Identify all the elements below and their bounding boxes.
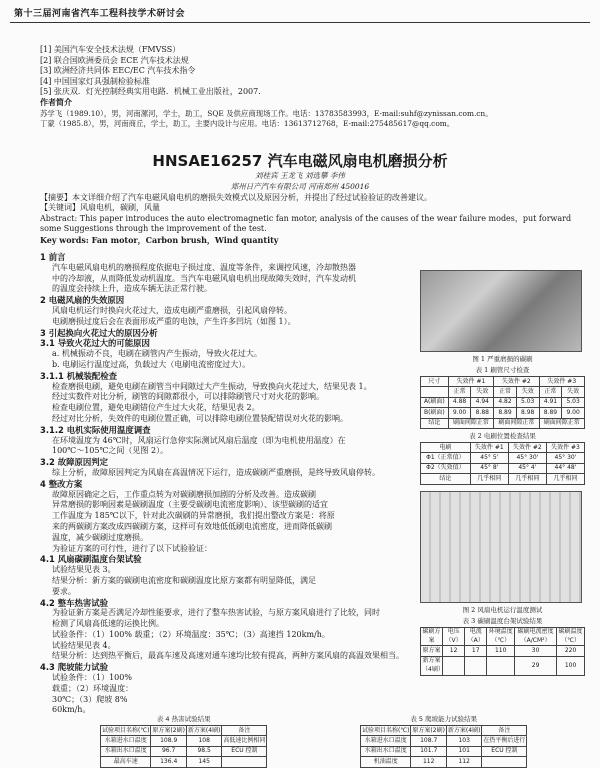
running-header: 第十三届河南省汽车工程科技学术研讨会	[14, 9, 186, 19]
table-4-caption: 表 4 热害试验结果	[156, 715, 211, 723]
author-intro-label: 作者简介	[40, 97, 72, 107]
authors: 刘桂宾 王龙飞 刘选攀 李伟	[255, 171, 345, 180]
table-cell: 正常	[539, 387, 562, 397]
body-paragraph: 工作温度为 185℃以下，针对此次碳刷的异常磨损，我们提出整改方案是：将原	[52, 511, 335, 521]
table-cell: 正常	[448, 387, 471, 397]
table-cell: Φ2（失效值）	[421, 463, 471, 473]
table-cell: 试验项目名称(℃)	[361, 726, 411, 736]
table-2	[420, 442, 585, 485]
section-heading: 1 前言	[40, 252, 66, 262]
body-paragraph: 在环境温度为 46℃时，风扇运行急停实际测试风扇后温度（即为电机使用温度）在	[52, 435, 346, 445]
table-cell: 30	[515, 646, 557, 656]
body-paragraph: 综上分析，故障原因判定为风扇在高温情况下运行，造成碳刷严重磨损，是终导致风扇停转。	[52, 467, 380, 477]
table-cell	[482, 757, 527, 767]
table-cell	[421, 387, 449, 397]
abstract	[40, 193, 580, 245]
table-2-caption: 表 2 电刷位置检查结果	[469, 432, 536, 441]
paper-title: HNSAE16257 汽车电磁风扇电机磨损分析	[152, 152, 448, 170]
table-cell: 4.88	[448, 397, 471, 407]
table-cell: 结论	[421, 418, 449, 428]
keywords-cn: 【关键词】风扇电机，碳刷，风量	[40, 203, 160, 213]
reference-item: [3] 欧洲经济共同体 EEC/EC 汽车技术指令	[40, 66, 196, 76]
table-cell: 失效件 #1	[470, 443, 508, 453]
table-cell: 原方案(2刷)	[151, 726, 187, 736]
author-intro-line: 丁蒙（1985.8），男，河南商丘，学士，助工，主要内设计与应用。电话：13613712768，E-mail:275485617@qq.com。	[40, 119, 455, 129]
section-heading: 4 整改方案	[40, 478, 83, 489]
table-5-caption: 表 5 爬坡能力试验结果	[410, 715, 478, 723]
section-heading: 4.1 风扇碳刷温度台架试验	[40, 554, 142, 565]
table-cell: 正常	[494, 387, 517, 397]
body-paragraph: 中的冷却液，从而降低发动机温度。当汽车电磁风扇电机出现故障失效时，汽车发动机	[52, 273, 356, 283]
reference-item: [4] 中国国家灯具强制检验标准	[40, 76, 150, 86]
abstract-en: Abstract: This paper introduces the auto electromagnetic fan motor, analysis of the causes of the wear failure modes，put forward some Suggestions through the improvement of the test.	[40, 213, 572, 234]
table-cell: 刷面间隙正常	[448, 418, 493, 428]
table-cell: 8.89	[539, 408, 562, 418]
figure-1-caption: 图 1 严重磨损的碳刷	[472, 355, 533, 363]
body-paragraph: 风扇电机运行时换向火花过大，造成电刷严重磨损，引起风扇停转。	[52, 305, 292, 315]
table-cell: 原方案(2刷)	[411, 726, 447, 736]
table-cell: 136.4	[151, 757, 187, 767]
table-5	[360, 725, 527, 768]
table-cell: 98.5	[186, 746, 222, 756]
table-cell: 失效	[471, 387, 494, 397]
table-1	[420, 376, 585, 429]
references	[40, 45, 580, 130]
table-cell: 高低速比例相同	[222, 736, 267, 746]
body-paragraph: 要求。	[52, 586, 76, 596]
table-cell: 电刷	[421, 443, 471, 453]
table-cell: 112	[411, 757, 447, 767]
table-cell: B(刷面)	[421, 408, 449, 418]
reference-item: [2] 联合国欧洲委员会 ECE 汽车技术法规	[40, 55, 189, 65]
table-cell	[443, 656, 465, 675]
section-heading: 3.2 故障原因判定	[40, 457, 109, 468]
body-paragraph: 电刷磨损过度后会在表面形成严重的电蚀，产生许多凹坑（如图 1）。	[52, 316, 296, 326]
table-cell: 几乎相同	[470, 474, 508, 484]
reference-item: [1] 美国汽车安全技术法规（FMVSS）	[40, 45, 181, 54]
table-cell: 碳刷电流密度（A/CM²）	[515, 627, 557, 646]
body-text	[40, 252, 420, 716]
table-cell: 水箱出水口温度	[361, 746, 411, 756]
table-cell: 8.98	[516, 408, 539, 418]
affiliation: 郑州日产汽车有限公司 河南郑州 450016	[230, 182, 370, 191]
table-cell: 失效件 #2	[508, 443, 546, 453]
table-cell: 5.03	[516, 397, 539, 407]
table-cell: 45° 30'	[508, 453, 546, 463]
table-cell: 失效件 #3	[546, 443, 584, 453]
section-heading: 4.2 整车热害试验	[40, 597, 109, 608]
table-cell: 几乎相同	[508, 474, 546, 484]
table-cell: 103	[446, 736, 482, 746]
section-heading: 4.3 爬坡能力试验	[40, 662, 109, 673]
table-cell: 45° 30'	[546, 453, 584, 463]
table-cell: 8.89	[494, 408, 517, 418]
body-paragraph: 检查磨损电刷，避免电刷在刷管当中间隙过大产生振动，导致换向火花过大，结果见表 1。	[52, 381, 372, 391]
table-cell: 96.7	[151, 746, 187, 756]
table-cell: 44° 48'	[546, 463, 584, 473]
table-cell: 新方案(4刷)	[186, 726, 222, 736]
body-paragraph: b. 电刷运行温度过高，负载过大（电刷电流密度过大）。	[52, 359, 251, 369]
table-cell: 110	[487, 646, 515, 656]
body-paragraph: 结果分析：达到热平衡后，最高车速及高速对通车速均比较有提高，两种方案风扇的高温效果相当。	[52, 651, 404, 661]
table-cell: 失效件 #3	[539, 377, 584, 387]
table-cell: 4.82	[494, 397, 517, 407]
body-paragraph: 检测了风扇高低速的运换比例。	[52, 619, 164, 629]
table-cell: 17	[465, 646, 487, 656]
body-paragraph: 100℃～105℃之间（见图 2）。	[52, 446, 169, 456]
table-cell	[465, 656, 487, 675]
table-cell: 结论	[421, 474, 471, 484]
section-heading: 3.1.2 电机实际使用温度调查	[40, 424, 151, 435]
body-paragraph: 为验证新方案是否满足冷却性能要求，进行了整车热害试验，与原方案风扇进行了比较，同时	[52, 608, 380, 618]
table-cell: 5.03	[562, 397, 585, 407]
table-cell: 45° 5'	[470, 453, 508, 463]
table-3	[420, 627, 585, 676]
table-cell: 最高车速	[101, 757, 151, 767]
body-paragraph: 汽车电磁风扇电机的磨损程度依据电子损过度、温度等条件，来调控风速，冷却散热器	[52, 262, 356, 272]
section-heading: 3 引起换向火花过大的原因分析	[40, 327, 158, 338]
temperature-test-photo	[420, 491, 582, 603]
table-cell: 108.7	[411, 736, 447, 746]
table-cell: 失效	[516, 387, 539, 397]
table-cell: Φ1（正常值）	[421, 453, 471, 463]
body-paragraph: 来的两碳刷方案改成四碳刷方案，这样可有效地低低刷电流密度，进而降低碳刷	[52, 521, 332, 531]
body-paragraph: 故障原因确定之后，工作重点转为对碳刷磨损加剧的分析及改善。造成碳刷	[52, 489, 316, 499]
table-cell: 4.94	[471, 397, 494, 407]
section-heading: 3.1.1 机械装配检查	[40, 370, 118, 381]
table-cell: 101.7	[411, 746, 447, 756]
table-cell: 新方案（4刷）	[421, 656, 443, 675]
body-paragraph: 试验条件：（1）100% 载重；（2）环境温度：30℃；（3）爬坡 8% 60km/h。	[52, 673, 134, 715]
table-cell: 29	[515, 656, 557, 675]
table-cell: 8.88	[471, 408, 494, 418]
table-cell: 145	[186, 757, 222, 767]
body-paragraph: 经过实数件对比分析，刷管的间隙都很小，可以排除刷管尺寸对火花的影响。	[52, 392, 324, 402]
keywords-en: Key words: Fan motor，Carbon brush，Wind quantity	[40, 234, 279, 245]
table-cell: 失效件 #2	[494, 377, 539, 387]
table-cell: 9.00	[562, 408, 585, 418]
table-cell: 45° 4'	[508, 463, 546, 473]
body-paragraph: 异常磨损的影响因素是碳刷温度（主要受碳刷电流密度影响）、该型碳刷的适宜	[52, 500, 328, 510]
table-cell: ECU 控制	[222, 746, 267, 756]
body-paragraph: 经过对比分析，失效件的电刷位置正确，可以排除电刷位置装配错误对火花的影响。	[52, 413, 348, 423]
table-cell: 尺寸	[421, 377, 449, 387]
table-cell: 刷面间隙正常	[494, 418, 539, 428]
table-cell: 101	[446, 746, 482, 756]
table-cell: 220	[557, 646, 585, 656]
body-paragraph: 的温度会持续上升，造成车辆无法正常行驶。	[52, 284, 212, 294]
table-cell: 水箱进水口温度	[361, 736, 411, 746]
table-cell: 112	[446, 757, 482, 767]
table-cell: ECU 控制	[482, 746, 527, 756]
table-cell: 刷面间隙正常	[539, 418, 584, 428]
reference-item: [5] 张庆双．灯光控制经典实用电路．机械工业出版社，2007.	[40, 87, 261, 97]
table-cell: 失效	[562, 387, 585, 397]
body-paragraph: 试验结果见表 4。	[52, 640, 116, 650]
table-cell	[487, 656, 515, 675]
table-cell: 水箱进水口温度	[101, 736, 151, 746]
table-cell: 电压（V）	[443, 627, 465, 646]
header-rule	[10, 22, 590, 23]
table-4-wrap	[100, 712, 267, 768]
table-cell: 备注	[222, 726, 267, 736]
table-cell: 几乎相同	[546, 474, 584, 484]
section-heading: 3.1 导致火花过大的可能原因	[40, 338, 150, 349]
table-cell: 原方案	[421, 646, 443, 656]
table-5-wrap	[360, 712, 527, 768]
table-cell	[222, 757, 267, 767]
table-cell: 108.9	[151, 736, 187, 746]
table-cell: 108	[186, 736, 222, 746]
body-paragraph: 试验条件：（1）100% 载重；（2）环境温度：35℃；（3）高速挡 120km/h。	[52, 629, 330, 639]
table-cell: 水箱出水口温度	[101, 746, 151, 756]
table-cell: 4.91	[539, 397, 562, 407]
table-4	[100, 725, 267, 768]
author-intro-line: 苏学飞（1989.10），男，河南漯河，学士，助工，SQE 及供应商现场工作。电话：13783583993，E-mail:suhf@zynissan.com.cn。	[40, 108, 493, 118]
table-cell: 100	[557, 656, 585, 675]
table-cell: 失效件 #1	[448, 377, 493, 387]
table-cell: 环境温度（℃）	[487, 627, 515, 646]
body-paragraph: 试验结果见表 3。	[52, 565, 116, 575]
table-cell: 9.00	[448, 408, 471, 418]
body-paragraph: 检查电刷位置，避免电刷错位产生过大火花，结果见表 2。	[52, 403, 260, 413]
abstract-cn: 【摘要】本文详细介绍了汽车电磁风扇电机的磨损失效模式以及原因分析，并提出了经过试验验证的改善建议。	[40, 193, 432, 202]
table-cell: A(刷面)	[421, 397, 449, 407]
section-heading: 2 电磁风扇的失效原因	[40, 295, 125, 306]
body-paragraph: a. 机械振动不良，电刷在刷管内产生振动，导致火花过大。	[52, 349, 262, 359]
table-cell: 电流（A）	[465, 627, 487, 646]
table-cell: 备注	[482, 726, 527, 736]
body-paragraph: 为验证方案的可行性，进行了以下试验验证：	[52, 543, 212, 553]
table-3-caption: 表 3 碳刷温度台架试验结果	[462, 616, 543, 625]
body-paragraph: 温度，减少碳刷过度磨损。	[52, 532, 148, 542]
table-cell: 新方案(4刷)	[446, 726, 482, 736]
table-cell: 试验项目名称(℃)	[101, 726, 151, 736]
table-cell: 机油温度	[361, 757, 411, 767]
figure-2-caption: 图 2 风扇电机运行温度测试	[462, 605, 543, 614]
worn-brush-photo	[420, 270, 582, 352]
table-cell: 在热平衡后进行	[482, 736, 527, 746]
right-column	[420, 270, 585, 676]
table-1-caption: 表 1 刷管尺寸检查	[475, 366, 530, 374]
table-cell: 45° 8'	[470, 463, 508, 473]
table-cell: 12	[443, 646, 465, 656]
table-cell: 碳刷方案	[421, 627, 443, 646]
body-paragraph: 结果分析：新方案的碳刷电流密度和碳刷温度比原方案都有明显降低，满足	[52, 575, 316, 585]
table-cell: 碳刷温度（℃）	[557, 627, 585, 646]
